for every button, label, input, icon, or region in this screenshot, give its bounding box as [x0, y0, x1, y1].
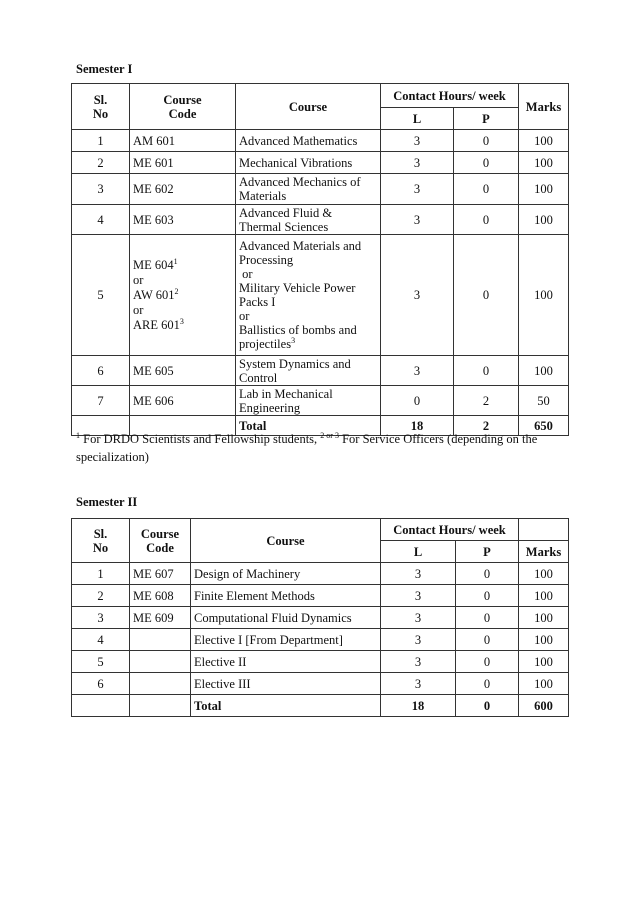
table-row: 2 ME 601 Mechanical Vibrations 3 0 100: [72, 152, 569, 174]
table-row: 5 ME $604^1$ or AW $601^2$ or ARE $601^3$ Advanced Materials and Processing or Military Vehicle Power Packs I or Ballistics of bombs and projectiles$^3$ 3 0 100: [72, 235, 569, 356]
course-name-options: Advanced Materials and Processing or Military Vehicle Power Packs I or Ballistics of bombs and projectiles$^3$: [236, 235, 381, 356]
table-row: 6 ME 605 System Dynamics and Control 3 0 100: [72, 356, 569, 386]
table-row: 1 ME 607 Design of Machinery 3 0 100: [72, 563, 569, 585]
header-course-code: Course Code: [130, 519, 191, 563]
header-course: Course: [236, 84, 381, 130]
course-name: Lab in Mechanical Engineering: [236, 386, 381, 416]
header-course: Course: [191, 519, 381, 563]
header-p: P: [456, 541, 519, 563]
header-contact-hours: Contact Hours/ week: [381, 519, 519, 541]
course-name: Advanced Mechanics of Materials: [236, 174, 381, 205]
course-code-options: ME $604^1$ or AW $601^2$ or ARE $601^3$: [130, 235, 236, 356]
course-name: System Dynamics and Control: [236, 356, 381, 386]
header-marks: Marks: [519, 84, 569, 130]
header-course-code: Course Code: [130, 84, 236, 130]
course-name: Advanced Fluid & Thermal Sciences: [236, 205, 381, 235]
header-sl: Sl. No: [72, 519, 130, 563]
header-l: L: [381, 108, 454, 130]
table-row: 5 Elective II 3 0 100: [72, 651, 569, 673]
table-row: 6 Elective III 3 0 100: [72, 673, 569, 695]
total-row: Total 18 0 600: [72, 695, 569, 717]
semester-2-title: Semester II: [76, 495, 138, 509]
semester-1-table: [71, 83, 569, 436]
table-row: 4 ME 603 Advanced Fluid & Thermal Sciences 3 0 100: [72, 205, 569, 235]
table-row: 4 Elective I [From Department] 3 0 100: [72, 629, 569, 651]
table-row: 1 AM 601 Advanced Mathematics 3 0 100: [72, 130, 569, 152]
table-row: 2 ME 608 Finite Element Methods 3 0 100: [72, 585, 569, 607]
semester-1-title: Semester I: [76, 62, 133, 76]
table-row: 3 ME 609 Computational Fluid Dynamics 3 0 100: [72, 607, 569, 629]
header-marks: Marks: [519, 541, 569, 563]
header-l: L: [381, 541, 456, 563]
table-row: 3 ME 602 Advanced Mechanics of Materials 3 0 100: [72, 174, 569, 205]
table-row: 7 ME 606 Lab in Mechanical Engineering 0 2 50: [72, 386, 569, 416]
total-row: Total 18 2 650: [72, 416, 569, 436]
header-p: P: [454, 108, 519, 130]
semester-2-table: [71, 518, 569, 717]
header-sl: Sl. No: [72, 84, 130, 130]
footnote: $^1$ For DRDO Scientists and Fellowship students, $^{2 or 3}$ For Service Officers (depending on the specialization): [76, 430, 538, 464]
header-contact-hours: Contact Hours/ week: [381, 84, 519, 108]
